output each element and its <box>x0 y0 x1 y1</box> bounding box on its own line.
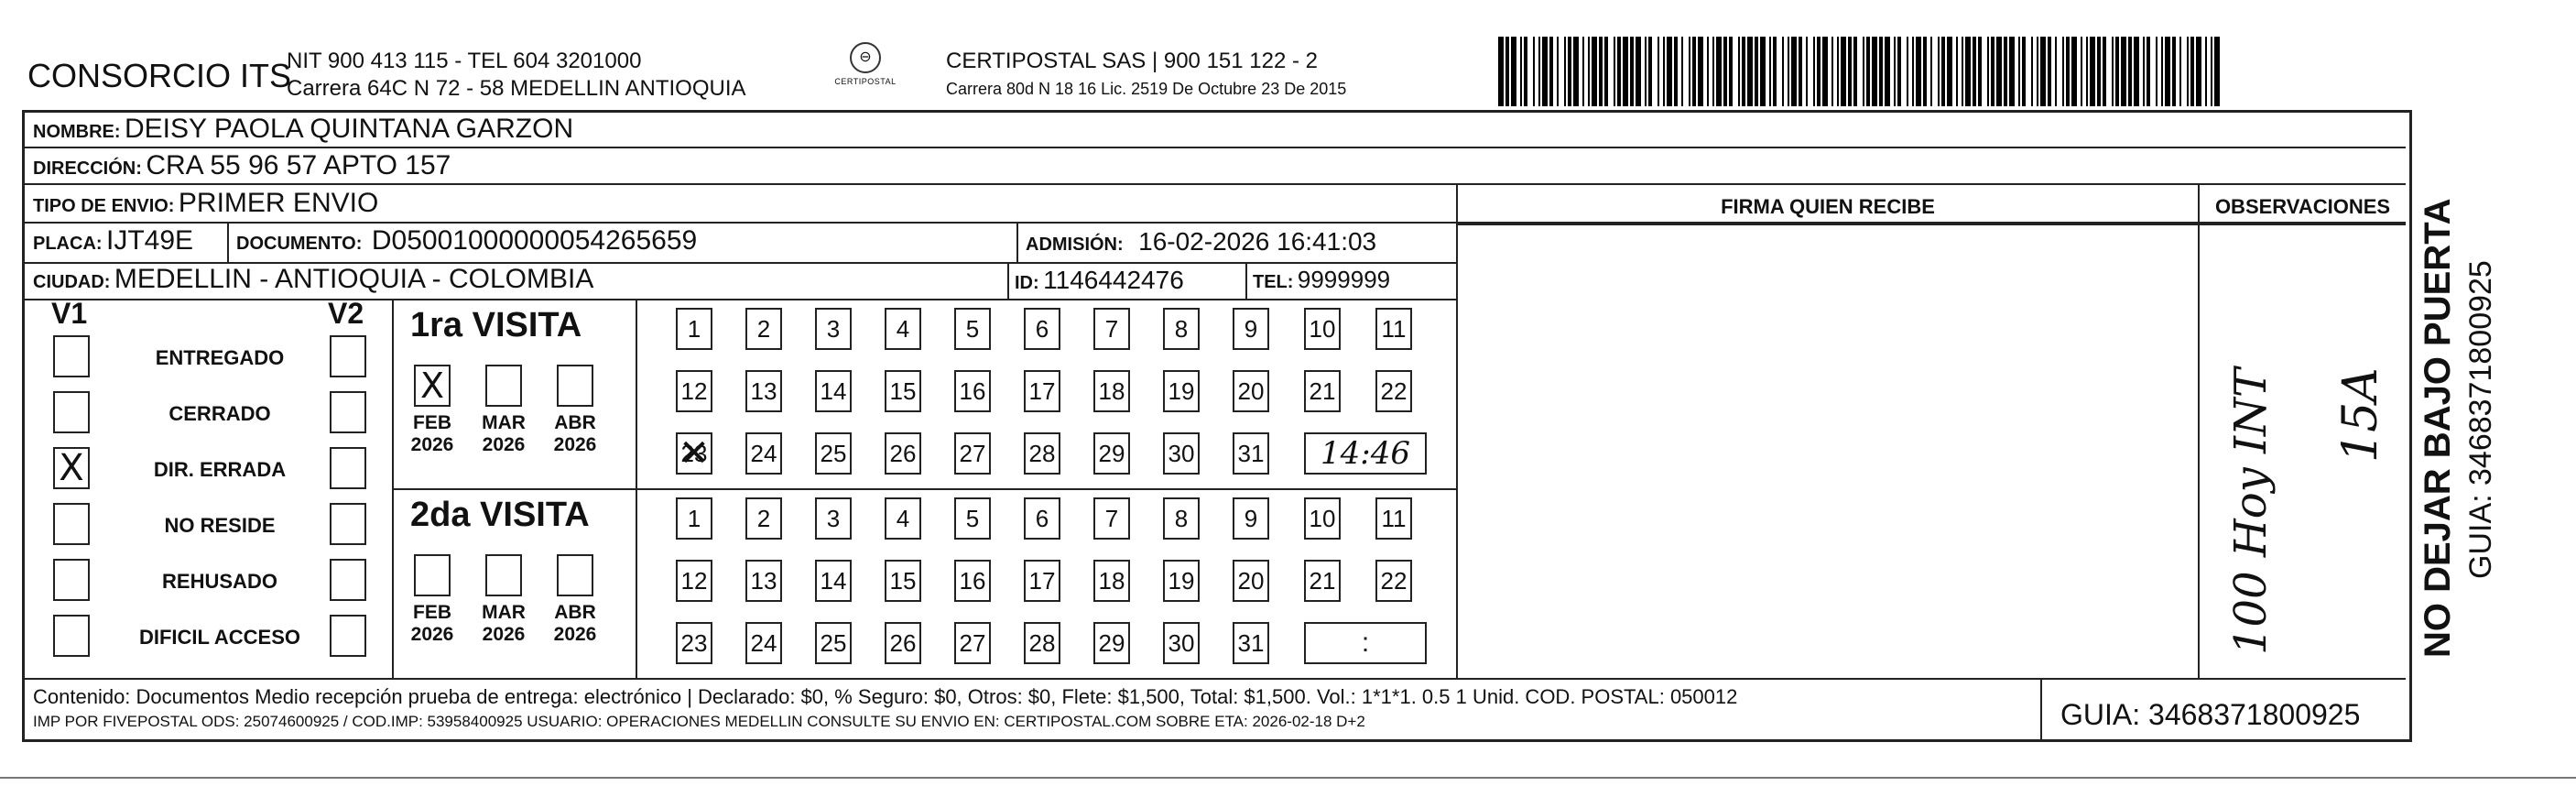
status-v2-checkbox[interactable] <box>330 391 366 433</box>
status-v2-checkbox[interactable] <box>330 503 366 545</box>
day-box[interactable]: 18 <box>1093 560 1130 602</box>
day-box[interactable]: 26 <box>885 622 921 664</box>
certi-line1: CERTIPOSTAL SAS | 900 151 122 - 2 <box>946 49 1318 73</box>
day-box[interactable]: 3 <box>815 497 852 540</box>
status-option-label: REHUSADO <box>162 570 277 593</box>
day-box[interactable]: 7 <box>1093 497 1130 540</box>
month-checkbox[interactable] <box>557 365 593 407</box>
day-box[interactable]: 2 <box>745 308 782 350</box>
day-box[interactable]: 12 <box>676 370 712 412</box>
month-checkbox[interactable]: X <box>414 365 451 407</box>
day-box[interactable]: 9 <box>1233 497 1269 540</box>
tel-value: 9999999 <box>1297 266 1391 293</box>
day-box[interactable]: 27 <box>954 622 991 664</box>
day-box[interactable]: 23 ✕ <box>676 432 712 475</box>
status-v1-checkbox[interactable] <box>53 559 90 601</box>
observaciones-header: OBSERVACIONES <box>2214 195 2391 218</box>
tel-label: TEL: <box>1253 272 1294 292</box>
status-v1-checkbox[interactable] <box>53 335 90 377</box>
day-box[interactable]: 29 <box>1093 432 1130 475</box>
status-option-label: CERRADO <box>168 402 271 425</box>
day-box[interactable]: 22 <box>1375 560 1412 602</box>
certipostal-info <box>946 48 1346 103</box>
tipo-value: PRIMER ENVIO <box>178 188 379 218</box>
barcode <box>1498 37 2231 106</box>
status-option-label: DIFICIL ACCESO <box>138 626 300 649</box>
day-box[interactable]: 28 <box>1024 432 1060 475</box>
day-box[interactable]: 14 <box>815 370 852 412</box>
day-box[interactable]: 21 <box>1304 560 1341 602</box>
day-box[interactable]: 26 <box>885 432 921 475</box>
observacion-handwriting-2: 15A <box>2333 367 2388 463</box>
ciudad-label: CIUDAD: <box>33 272 111 292</box>
day-box[interactable]: 20 <box>1233 560 1269 602</box>
day-box[interactable]: 24 <box>745 622 782 664</box>
ciudad-row <box>33 264 593 295</box>
day-box[interactable]: 15 <box>885 370 921 412</box>
nit-line: NIT 900 413 115 - TEL 604 3201000 <box>287 49 642 73</box>
footer-contenido: Contenido: Documentos Medio recepción prueba de entrega: electrónico | Declarado: $0, % Seguro: $0, Otros: $0, Flete: $1,500, Total: $1,500. Vol.: 1*1*1. 0.5 1 Unid. COD. POSTAL: 050012 <box>33 685 1738 708</box>
ciudad-value: MEDELLIN - ANTIOQUIA - COLOMBIA <box>114 264 594 294</box>
v1-label: V1 <box>51 297 88 330</box>
month-label <box>548 602 603 646</box>
company-name: CONSORCIO ITS <box>27 57 292 94</box>
certipostal-logo-icon: ⊖ <box>850 42 881 73</box>
day-box[interactable]: 11 <box>1375 497 1412 540</box>
day-box[interactable]: 10 <box>1304 497 1341 540</box>
visit-time-box[interactable]: : <box>1304 622 1427 664</box>
month-label <box>476 602 531 646</box>
certipostal-logo <box>829 42 902 106</box>
documento-row <box>236 225 697 257</box>
side-guia: GUIA: 3468371800925 <box>2463 260 2498 579</box>
placa-row <box>33 225 193 257</box>
no-dejar-text: NO DEJAR BAJO PUERTA <box>2418 198 2458 658</box>
id-value: 1146442476 <box>1043 266 1184 294</box>
day-box[interactable]: 16 <box>954 370 991 412</box>
day-box[interactable]: 20 <box>1233 370 1269 412</box>
status-option-label: DIR. ERRADA <box>153 458 287 481</box>
day-box[interactable]: 13 <box>745 560 782 602</box>
month-year: 2026 <box>410 624 454 645</box>
address-line: Carrera 64C N 72 - 58 MEDELLIN ANTIOQUIA <box>287 76 746 101</box>
month-label <box>476 412 531 456</box>
day-box[interactable]: 23 <box>676 622 712 664</box>
status-v1-checkbox[interactable] <box>53 503 90 545</box>
day-box[interactable]: 14 <box>815 560 852 602</box>
documento-label: DOCUMENTO: <box>236 234 363 254</box>
day-box[interactable]: 6 <box>1024 497 1060 540</box>
month-year: 2026 <box>482 624 526 645</box>
status-v1-checkbox[interactable] <box>53 615 90 657</box>
day-box[interactable]: 17 <box>1024 560 1060 602</box>
logo-text: CERTIPOSTAL <box>834 77 897 86</box>
status-v2-checkbox[interactable] <box>330 615 366 657</box>
day-box[interactable]: 7 <box>1093 308 1130 350</box>
footer-imp: IMP POR FIVEPOSTAL ODS: 25074600925 / COD.IMP: 53958400925 USUARIO: OPERACIONES MEDELLIN CONSULTE SU ENVIO EN: CERTIPOSTAL.COM SOBRE ETA: 2026-02-18 D+2 <box>33 713 1365 730</box>
nombre-label: NOMBRE: <box>33 122 121 142</box>
month-year: 2026 <box>553 624 597 645</box>
month-checkbox[interactable] <box>414 554 451 596</box>
day-box[interactable]: 1 <box>676 497 712 540</box>
day-box[interactable]: 12 <box>676 560 712 602</box>
day-box[interactable]: 29 <box>1093 622 1130 664</box>
direccion-label: DIRECCIÓN: <box>33 158 142 179</box>
month-name: MAR <box>482 412 526 433</box>
certi-line2: Carrera 80d N 18 16 Lic. 2519 De Octubre 23 De 2015 <box>946 80 1347 98</box>
id-label: ID: <box>1015 273 1039 293</box>
status-option-label: ENTREGADO <box>155 346 285 369</box>
day-box[interactable]: 19 <box>1163 560 1200 602</box>
nombre-value: DEISY PAOLA QUINTANA GARZON <box>125 114 574 144</box>
month-year: 2026 <box>482 434 526 455</box>
day-box[interactable]: 27 <box>954 432 991 475</box>
day-box[interactable]: 24 <box>745 432 782 475</box>
status-v1-checkbox[interactable]: X <box>53 447 90 489</box>
day-box[interactable]: 1 <box>676 308 712 350</box>
direccion-value: CRA 55 96 57 APTO 157 <box>146 150 451 180</box>
visit-time-box[interactable]: 14:46 <box>1304 432 1427 475</box>
day-box[interactable]: 8 <box>1163 497 1200 540</box>
footer-guia: GUIA: 3468371800925 <box>2060 698 2361 731</box>
month-label <box>405 412 460 456</box>
day-box[interactable]: 5 <box>954 497 991 540</box>
placa-value: IJT49E <box>106 225 194 256</box>
admision-label: ADMISIÓN: <box>1026 235 1124 255</box>
observacion-handwriting-1: 100 Hoy INT <box>2225 368 2277 655</box>
month-name: FEB <box>413 412 451 433</box>
month-name: ABR <box>554 412 596 433</box>
day-box[interactable]: 9 <box>1233 308 1269 350</box>
day-box[interactable]: 16 <box>954 560 991 602</box>
tel-row <box>1253 266 1390 294</box>
admision-row <box>1026 227 1376 257</box>
month-year: 2026 <box>410 434 454 455</box>
day-box[interactable]: 30 <box>1163 622 1200 664</box>
day-box[interactable]: 31 <box>1233 622 1269 664</box>
day-box[interactable]: 25 <box>815 622 852 664</box>
documento-value: D05001000000054265659 <box>371 225 698 256</box>
tipo-label: TIPO DE ENVIO: <box>33 196 175 216</box>
day-box[interactable]: 21 <box>1304 370 1341 412</box>
firma-header: FIRMA QUIEN RECIBE <box>1721 195 1935 218</box>
v2-label: V2 <box>328 297 364 330</box>
visit-title: 2da VISITA <box>410 496 590 534</box>
month-label <box>405 602 460 646</box>
month-year: 2026 <box>553 434 597 455</box>
day-box[interactable]: 11 <box>1375 308 1412 350</box>
company-info <box>287 48 746 103</box>
month-label <box>548 412 603 456</box>
day-box[interactable]: 6 <box>1024 308 1060 350</box>
visit-title: 1ra VISITA <box>410 306 582 344</box>
status-v1-checkbox[interactable] <box>53 391 90 433</box>
nombre-row <box>33 114 573 145</box>
placa-label: PLACA: <box>33 234 103 254</box>
day-box[interactable]: 31 <box>1233 432 1269 475</box>
month-checkbox[interactable] <box>485 554 522 596</box>
tipo-row <box>33 188 378 219</box>
admision-value: 16-02-2026 16:41:03 <box>1138 227 1377 256</box>
day-box[interactable]: 28 <box>1024 622 1060 664</box>
barcode-bar <box>2220 37 2222 106</box>
month-name: ABR <box>554 602 596 623</box>
month-name: FEB <box>413 602 451 623</box>
id-row <box>1015 266 1184 295</box>
day-box[interactable]: 19 <box>1163 370 1200 412</box>
day-box[interactable]: 2 <box>745 497 782 540</box>
day-box[interactable]: 4 <box>885 497 921 540</box>
day-box[interactable]: 10 <box>1304 308 1341 350</box>
day-box[interactable]: 22 <box>1375 370 1412 412</box>
month-checkbox[interactable] <box>557 554 593 596</box>
day-box[interactable]: 4 <box>885 308 921 350</box>
day-box[interactable]: 8 <box>1163 308 1200 350</box>
day-box[interactable]: 15 <box>885 560 921 602</box>
day-box[interactable]: 5 <box>954 308 991 350</box>
day-box[interactable]: 17 <box>1024 370 1060 412</box>
status-v2-checkbox[interactable] <box>330 559 366 601</box>
direccion-row <box>33 150 451 181</box>
day-box[interactable]: 13 <box>745 370 782 412</box>
day-box[interactable]: 25 <box>815 432 852 475</box>
day-box[interactable]: 3 <box>815 308 852 350</box>
month-checkbox[interactable] <box>485 365 522 407</box>
day-box[interactable]: 18 <box>1093 370 1130 412</box>
month-name: MAR <box>482 602 526 623</box>
day-box[interactable]: 30 <box>1163 432 1200 475</box>
status-v2-checkbox[interactable] <box>330 335 366 377</box>
status-v2-checkbox[interactable] <box>330 447 366 489</box>
status-option-label: NO RESIDE <box>164 514 276 537</box>
